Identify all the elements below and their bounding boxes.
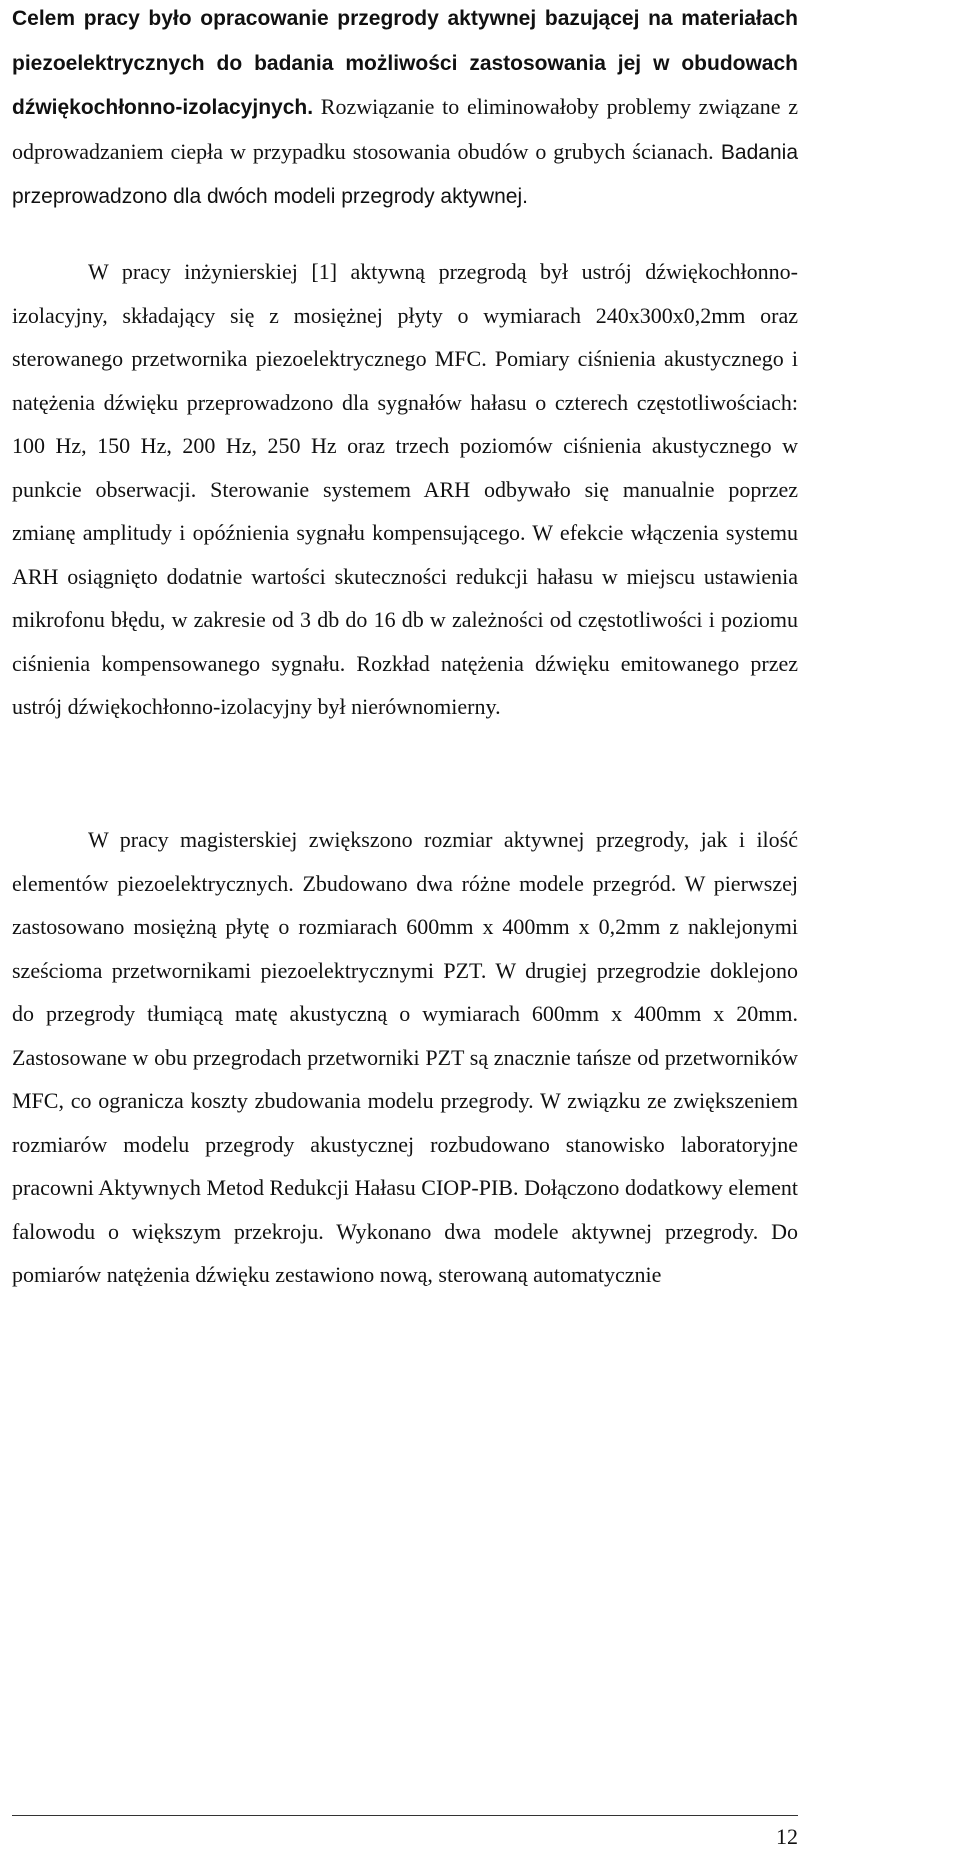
paragraph-master-thesis: W pracy magisterskiej zwiększono rozmiar aktywnej przegrody, jak i ilość elementów piezoelektrycznych. Zbudowano dwa różne modele przegród. W pierwszej zastosowano mosiężną płytę o rozmiarach 600mm x 400mm x 0,2mm z naklejonymi sześcioma przetwornikami piezoelektrycznymi PZT. W drugiej przegrodzie doklejono do przegrody tłumiącą matę akustyczną o wymiarach 600mm x 400mm x 20mm. Zastosowane w obu przegrodach przetworniki PZT są znacznie tańsze od przetworników MFC, co ogranicza koszty zbudowania modelu przegrody. W związku ze zwiększeniem rozmiarów modelu przegrody akustycznej rozbudowano stanowisko laboratoryjne pracowni Aktywnych Metod Redukcji Hałasu CIOP-PIB. Dołączono dodatkowy element falowodu o większym przekroju. Wykonano dwa modele aktywnej przegrody. Do pomiarów natężenia dźwięku zestawiono nową, sterowaną automatycznie xyxy=(12,827,798,1287)
paragraph-aim xyxy=(12,0,798,219)
paragraph-aim-sans: Badania przeprowadzono dla dwóch modeli przegrody aktywnej. xyxy=(12,140,798,208)
paragraph-engineering-thesis: W pracy inżynierskiej [1] aktywną przegrodą był ustrój dźwiękochłonno-izolacyjny, składający się z mosiężnej płyty o wymiarach 240x300x0,2mm oraz sterowanego przetwornika piezoelektrycznego MFC. Pomiary ciśnienia akustycznego i natężenia dźwięku przeprowadzono dla sygnałów hałasu o czterech częstotliwościach: 100 Hz, 150 Hz, 200 Hz, 250 Hz oraz trzech poziomów ciśnienia akustycznego w punkcie obserwacji. Sterowanie systemem ARH odbywało się manualnie poprzez zmianę amplitudy i opóźnienia sygnału kompensującego. W efekcie włączenia systemu ARH osiągnięto dodatnie wartości skuteczności redukcji hałasu w miejscu ustawienia mikrofonu błędu, w zakresie od 3 db do 16 db w zależności od częstotliwości i poziomu ciśnienia kompensowanego sygnału. Rozkład natężenia dźwięku emitowanego przez ustrój dźwiękochłonno-izolacyjny był nierównomierny. xyxy=(12,259,798,719)
footer-divider xyxy=(12,1815,798,1816)
paragraph-aim-serif: Rozwiązanie to eliminowałoby problemy związane z odprowadzaniem ciepła w przypadku stosowania obudów o grubych ścianach. xyxy=(12,94,798,164)
paragraph-aim-bold: Celem pracy było opracowanie przegrody aktywnej bazującej na materiałach piezoelektrycznych do badania możliwości zastosowania jej w obudowach dźwiękochłonno-izolacyjnych. xyxy=(12,7,798,119)
page-number: 12 xyxy=(776,1824,798,1849)
